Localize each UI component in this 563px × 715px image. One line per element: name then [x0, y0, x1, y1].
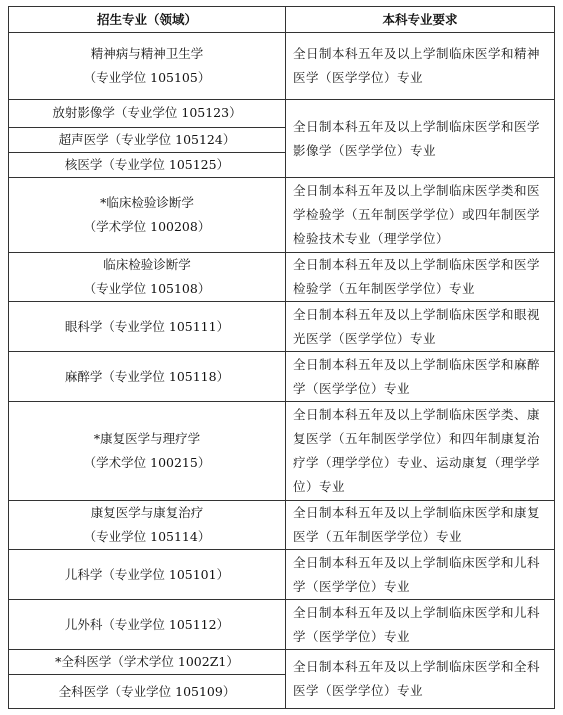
requirement-cell — [286, 500, 555, 550]
table-row — [9, 302, 555, 352]
table-row — [9, 600, 555, 650]
major-cell — [9, 675, 286, 709]
major-line: 临床检验诊断学 — [103, 256, 191, 272]
major-cell — [9, 550, 286, 600]
table-row — [9, 33, 555, 100]
major-cell — [9, 127, 286, 152]
requirement-cell — [286, 352, 555, 402]
requirement-text: 全日制本科五年及以上学制临床医学和医学检验学（五年制医学学位）专业 — [293, 256, 541, 296]
requirement-cell — [286, 100, 555, 178]
table-row — [9, 100, 555, 127]
requirement-cell — [286, 649, 555, 708]
major-line: （学术学位 100208） — [83, 218, 211, 234]
major-line: *临床检验诊断学 — [100, 194, 194, 210]
table-row — [9, 252, 555, 302]
table-row — [9, 178, 555, 252]
major-cell — [9, 302, 286, 352]
major-cell — [9, 352, 286, 402]
major-cell — [9, 100, 286, 127]
requirement-text: 全日制本科五年及以上学制临床医学类和医学检验学（五年制医学学位）或四年制医学检验技术专业（理学学位） — [293, 182, 541, 246]
major-cell — [9, 252, 286, 302]
admission-requirements-table — [8, 6, 555, 709]
requirement-text: 全日制本科五年及以上学制临床医学和全科医学（医学学位）专业 — [293, 658, 541, 698]
major-line: 超声医学（专业学位 105124） — [58, 131, 236, 147]
major-cell — [9, 33, 286, 100]
major-line: 儿外科（专业学位 105112） — [64, 616, 230, 632]
major-line: （学术学位 100215） — [83, 454, 211, 470]
requirement-text: 全日制本科五年及以上学制临床医学类、康复医学（五年制医学学位）和四年制康复治疗学（理学学位）专业、运动康复（理学学位）专业 — [293, 406, 541, 494]
major-line: 康复医学与康复治疗 — [90, 504, 204, 520]
major-line: （专业学位 105105） — [83, 70, 211, 86]
major-line: 眼科学（专业学位 105111） — [64, 318, 230, 334]
major-cell — [9, 152, 286, 177]
requirement-cell — [286, 600, 555, 650]
major-line: 儿科学（专业学位 105101） — [64, 566, 230, 582]
header-major: 招生专业（领域） — [9, 7, 286, 33]
requirement-cell — [286, 252, 555, 302]
major-line: *康复医学与理疗学 — [93, 430, 201, 446]
header-requirement: 本科专业要求 — [286, 7, 555, 33]
requirement-text: 全日制本科五年及以上学制临床医学和精神医学（医学学位）专业 — [293, 46, 541, 86]
major-line: 麻醉学（专业学位 105118） — [64, 368, 230, 384]
major-line: 放射影像学（专业学位 105123） — [52, 105, 242, 121]
major-line: （专业学位 105114） — [83, 528, 211, 544]
major-cell — [9, 600, 286, 650]
table-row — [9, 550, 555, 600]
major-cell — [9, 649, 286, 674]
requirement-text: 全日制本科五年及以上学制临床医学和康复医学（五年制医学学位）专业 — [293, 504, 541, 544]
major-cell — [9, 401, 286, 500]
major-cell — [9, 178, 286, 252]
major-cell — [9, 500, 286, 550]
requirement-cell — [286, 33, 555, 100]
table-header-row — [9, 7, 555, 33]
requirement-cell — [286, 302, 555, 352]
requirement-text: 全日制本科五年及以上学制临床医学和眼视光医学（医学学位）专业 — [293, 306, 541, 346]
requirement-cell — [286, 550, 555, 600]
requirement-cell — [286, 178, 555, 252]
major-line: *全科医学（学术学位 1002Z1） — [55, 654, 239, 670]
major-line: 精神病与精神卫生学 — [90, 46, 204, 62]
table-row — [9, 352, 555, 402]
table-row — [9, 500, 555, 550]
major-line: （专业学位 105108） — [83, 280, 211, 296]
requirement-cell — [286, 401, 555, 500]
requirement-text: 全日制本科五年及以上学制临床医学和麻醉学（医学学位）专业 — [293, 356, 541, 396]
requirement-text: 全日制本科五年及以上学制临床医学和儿科学（医学学位）专业 — [293, 604, 541, 644]
table-row — [9, 401, 555, 500]
requirement-text: 全日制本科五年及以上学制临床医学和儿科学（医学学位）专业 — [293, 554, 541, 594]
table-row — [9, 649, 555, 674]
table-body — [9, 33, 555, 709]
major-line: 全科医学（专业学位 105109） — [58, 683, 236, 699]
requirement-text: 全日制本科五年及以上学制临床医学和医学影像学（医学学位）专业 — [293, 118, 541, 158]
major-line: 核医学（专业学位 105125） — [64, 157, 230, 173]
